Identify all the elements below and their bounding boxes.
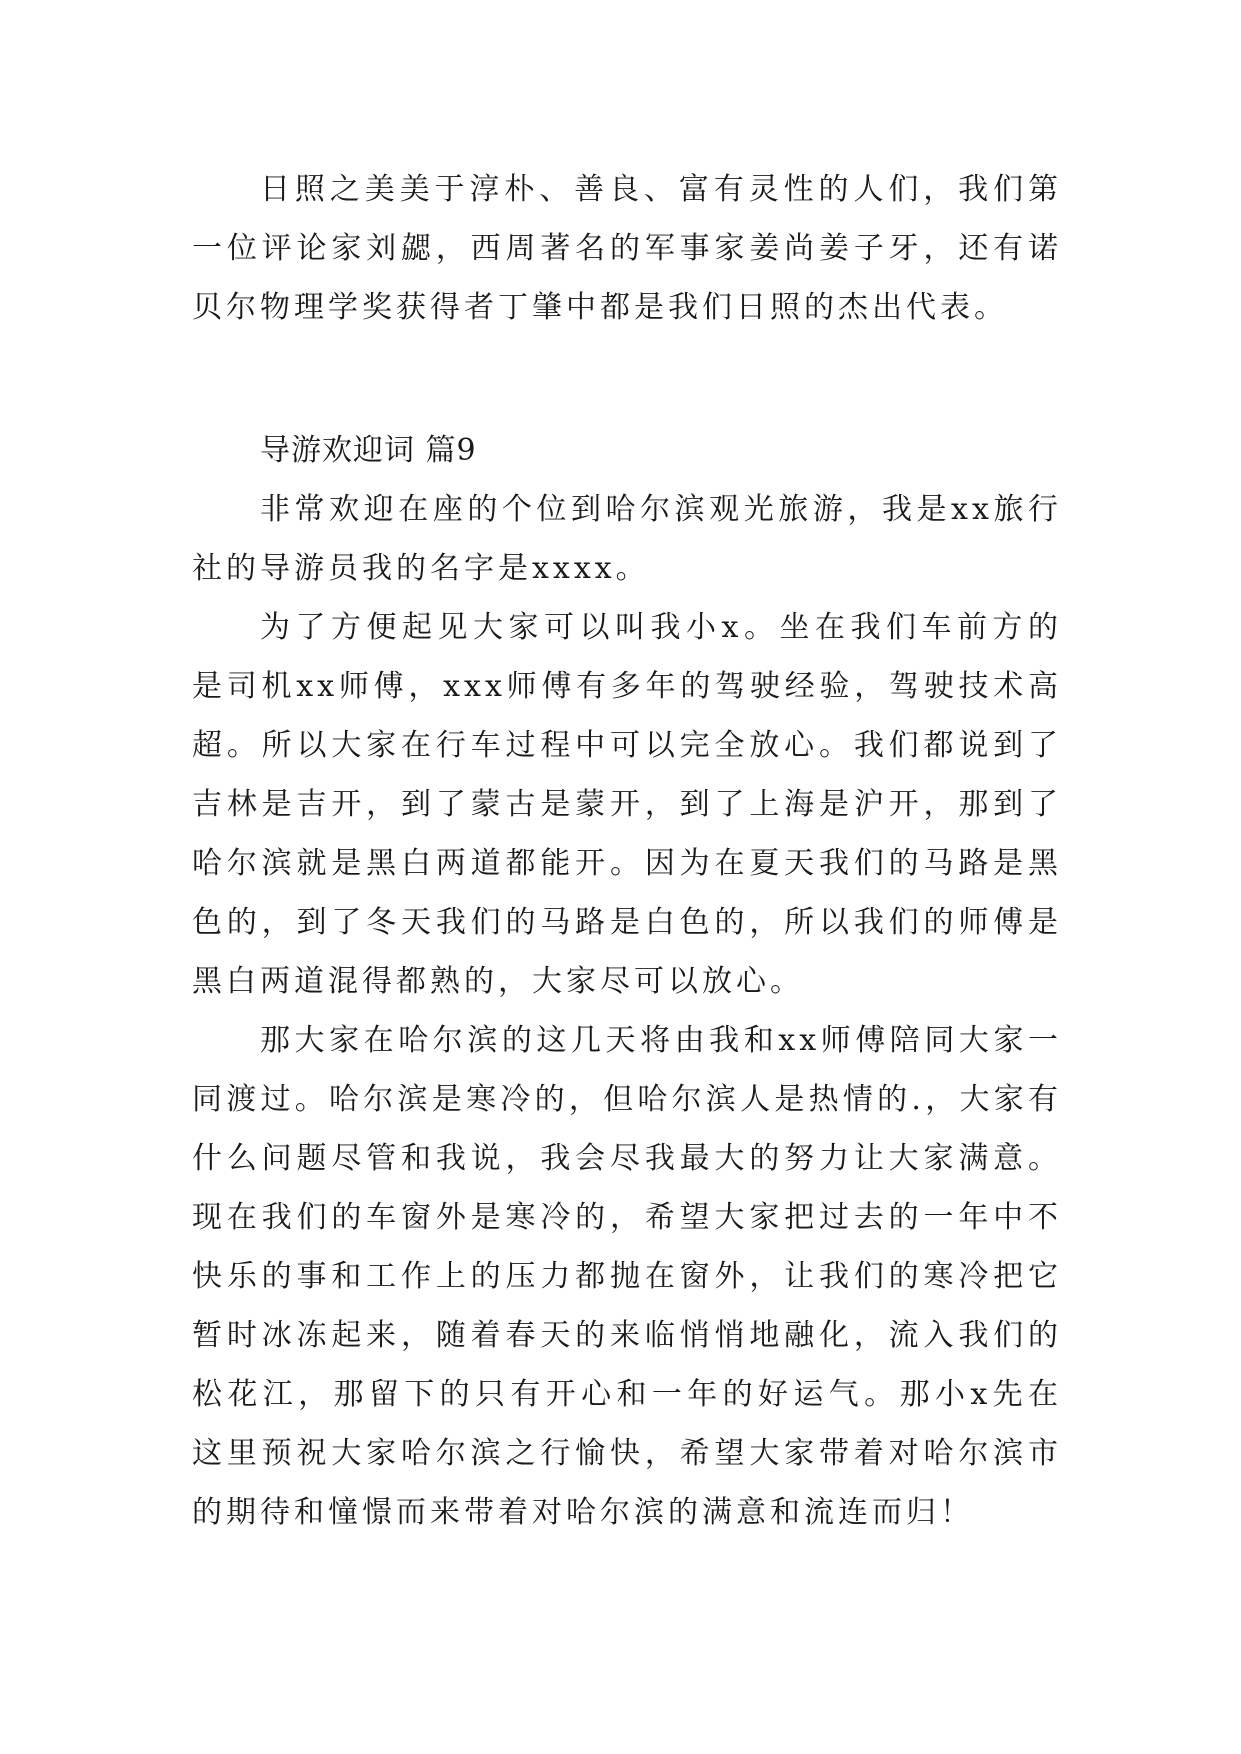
body-paragraph-1: 非常欢迎在座的个位到哈尔滨观光旅游，我是xx旅行社的导游员我的名字是xxxx。 (192, 492, 1062, 586)
body-paragraph-3: 那大家在哈尔滨的这几天将由我和xx师傅陪同大家一同渡过。哈尔滨是寒冷的，但哈尔滨人是热情的.，大家有什么问题尽管和我说，我会尽我最大的努力让大家满意。现在我们的车窗外是寒冷的，希望大家把过去的一年中不快乐的事和工作上的压力都抛在窗外，让我们的寒冷把它暂时冰冻起来，随着春天的来临悄悄地融化，流入我们的松花江，那留下的只有开心和一年的好运气。那小x先在这里预祝大家哈尔滨之行愉快，希望大家带着对哈尔滨市的期待和憧憬而来带着对哈尔滨的满意和流连而归！ (192, 1023, 1062, 1530)
section-heading: 导游欢迎词 篇9 (260, 433, 477, 468)
document-body (192, 160, 1062, 1542)
intro-paragraph: 日照之美美于淳朴、善良、富有灵性的人们，我们第一位评论家刘勰，西周著名的军事家姜尚姜子牙，还有诺贝尔物理学奖获得者丁肇中都是我们日照的杰出代表。 (192, 172, 1062, 325)
body-paragraph-2: 为了方便起见大家可以叫我小x。坐在我们车前方的是司机xx师傅，xxx师傅有多年的驾驶经验，驾驶技术高超。所以大家在行车过程中可以完全放心。我们都说到了吉林是吉开，到了蒙古是蒙开，到了上海是沪开，那到了哈尔滨就是黑白两道都能开。因为在夏天我们的马路是黑色的，到了冬天我们的马路是白色的，所以我们的师傅是黑白两道混得都熟的，大家尽可以放心。 (192, 610, 1062, 999)
section-spacer (192, 337, 1062, 421)
